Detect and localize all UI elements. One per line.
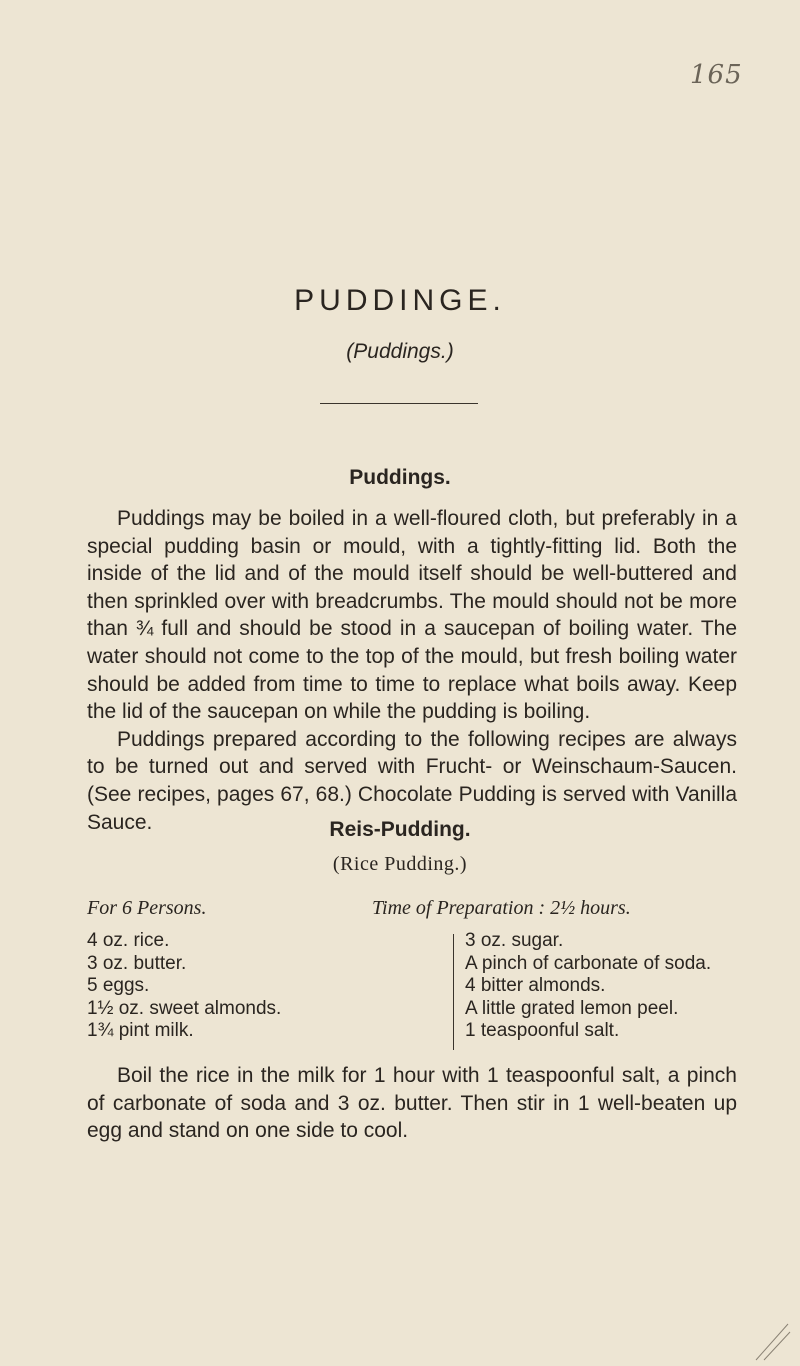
intro-text — [87, 505, 737, 836]
ingredients-left-column — [87, 930, 427, 1043]
recipe-subheading: (Rice Pudding.) — [332, 853, 468, 875]
intro-paragraph-2: Puddings prepared according to the following recipes are always to be turned out and served with Frucht- or Weinschaum-Saucen. (See recipes, pages 67, 68.) Chocolate Pudding is served with Vanilla Sauce. — [87, 727, 737, 834]
recipe-heading: Reis-Pudding. — [329, 818, 471, 841]
handwritten-page-number: 165 — [690, 60, 743, 90]
ingredients-divider — [453, 934, 454, 1050]
ingredient-item: 3 oz. sugar. — [465, 930, 564, 951]
intro-paragraph-1: Puddings may be boiled in a well-floured cloth, but preferably in a special pudding basin or mould, with a tightly-fitting lid. Both the inside of the lid and of the mould itself should be well-buttered and then sprinkled over with breadcrumbs. The mould should not be more than ¾ full and should be stood in a saucepan of boiling water. The water should not come to the top of the mould, but fresh boiling water should be added from time to time to replace what boils away. Keep the lid of the saucepan on while the pudding is boiling. — [87, 507, 737, 724]
ingredient-item: A little grated lemon peel. — [465, 997, 679, 1019]
ingredient-item: A pinch of carbonate of soda. — [465, 952, 712, 974]
chapter-subtitle: (Puddings.) — [346, 340, 454, 363]
ingredient-item: 4 oz. rice. — [87, 930, 170, 951]
ingredients-right-column — [465, 930, 765, 1043]
title-rule — [320, 403, 478, 404]
method-paragraph: Boil the rice in the milk for 1 hour with 1 teaspoonful salt, a pinch of carbonate of soda and 3 oz. butter. Then stir in 1 well-beaten up egg and stand on one side to cool. — [87, 1064, 737, 1143]
section-heading-puddings: Puddings. — [349, 466, 451, 489]
ingredient-item: 1 teaspoonful salt. — [465, 1020, 620, 1042]
ingredient-item: 1½ oz. sweet almonds. — [87, 997, 282, 1019]
ingredient-item: 3 oz. butter. — [87, 952, 187, 974]
preparation-time-label: Time of Preparation : 2½ hours. — [372, 897, 631, 919]
servings-label: For 6 Persons. — [87, 897, 207, 919]
ingredient-item: 4 bitter almonds. — [465, 975, 606, 997]
ingredient-item: 5 eggs. — [87, 975, 150, 997]
pencil-mark-icon — [752, 1322, 792, 1362]
ingredient-item: 1¾ pint milk. — [87, 1020, 194, 1042]
chapter-title: PUDDINGE. — [294, 284, 506, 317]
method-text — [87, 1062, 737, 1145]
